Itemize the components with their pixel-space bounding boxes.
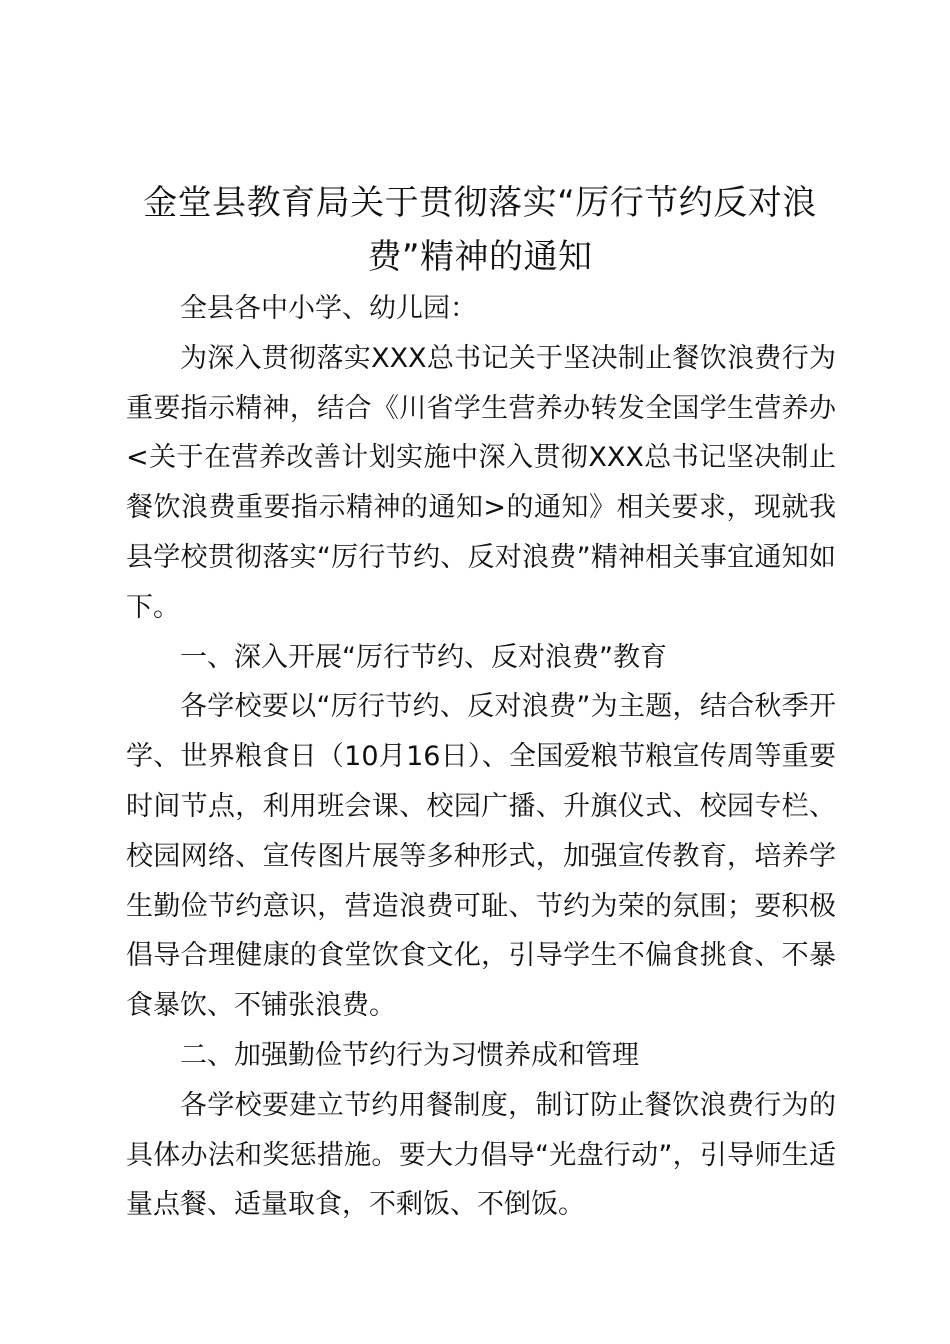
paragraph-intro: 为深入贯彻落实XXX总书记关于坚决制止餐饮浪费行为重要指示精神，结合《川省学生营养办转发全国学生营养办<关于在营养改善计划实施中深入贯彻XXX总书记坚决制止餐饮浪费重要指示精神的通知>的通知》相关要求，现就我县学校贯彻落实“厉行节约、反对浪费”精神相关事宜通知如下。 bbox=[126, 342, 836, 623]
section-heading-1: 一、深入开展“厉行节约、反对浪费”教育 bbox=[180, 641, 667, 673]
document-title: 金堂县教育局关于贯彻落实“厉行节约反对浪费”精神的通知 bbox=[143, 183, 817, 277]
document-body bbox=[126, 284, 836, 1230]
section-heading-2: 二、加强勤俭节约行为习惯养成和管理 bbox=[180, 1039, 639, 1071]
paragraph-section-1: 各学校要以“厉行节约、反对浪费”为主题，结合秋季开学、世界粮食日（10月16日）、全国爱粮节粮宣传周等重要时间节点，利用班会课、校园广播、升旗仪式、校园专栏、校园网络、宣传图片展等多种形式，加强宣传教育，培养学生勤俭节约意识，营造浪费可耻、节约为荣的氛围；要积极倡导合理健康的食堂饮食文化，引导学生不偏食挑食、不暴食暴饮、不铺张浪费。 bbox=[126, 691, 836, 1022]
salutation: 全县各中小学、幼儿园： bbox=[180, 293, 477, 324]
paragraph-section-2: 各学校要建立节约用餐制度，制订防止餐饮浪费行为的具体办法和奖惩措施。要大力倡导“光盘行动”，引导师生适量点餐、适量取食，不剩饭、不倒饭。 bbox=[126, 1089, 836, 1221]
